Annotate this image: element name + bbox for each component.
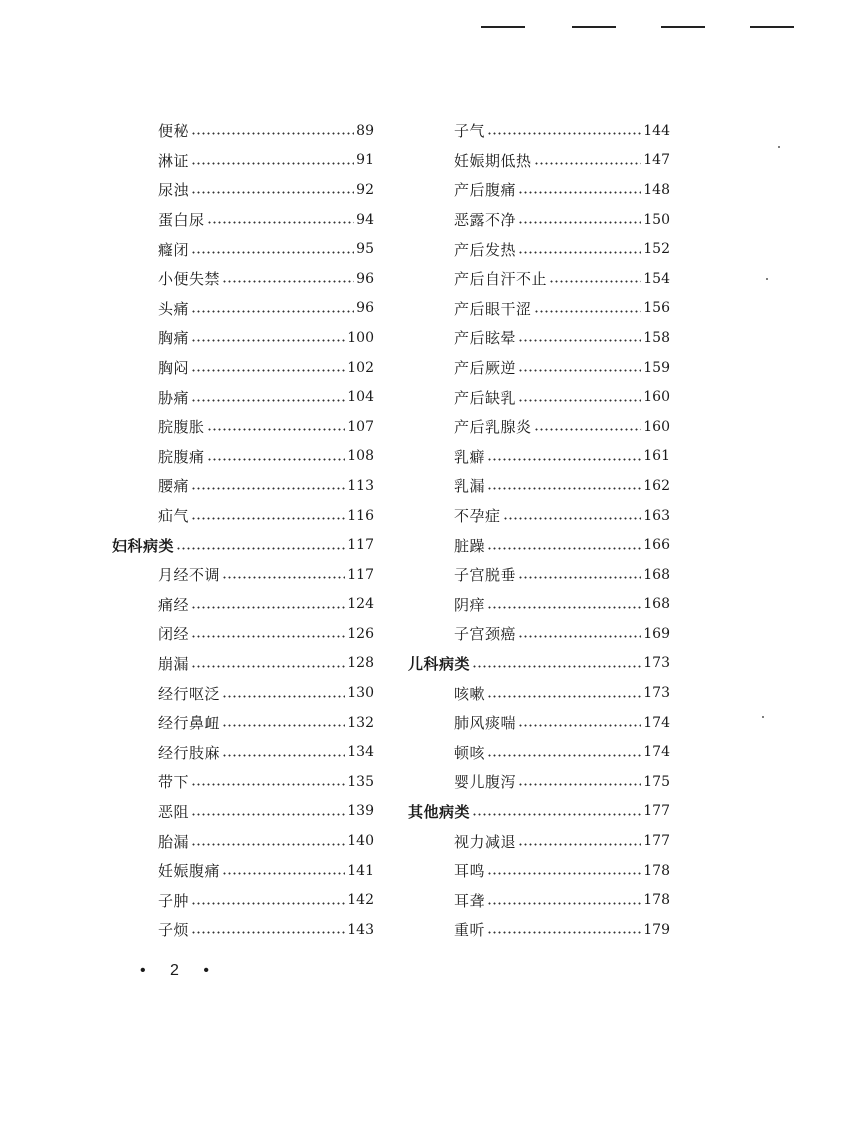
- toc-entry-title: 恶露不净: [454, 211, 517, 230]
- toc-entry-title: 产后自汗不止: [454, 270, 548, 289]
- toc-entry-page: 130: [347, 685, 374, 702]
- toc-entry: [408, 501, 670, 531]
- dot-leader: [487, 458, 641, 461]
- toc-entry-page: 141: [347, 862, 374, 879]
- toc-entry-page: 117: [347, 566, 374, 583]
- dot-leader: [222, 754, 345, 757]
- toc-entry-title: 经行肢麻: [158, 743, 221, 762]
- toc-entry-page: 107: [347, 418, 374, 435]
- toc-entry-title: 妊娠期低热: [454, 151, 532, 170]
- dot-leader: [534, 162, 642, 165]
- toc-entry: [112, 856, 374, 886]
- dot-leader: [191, 132, 354, 135]
- toc-entry: [112, 649, 374, 679]
- toc-entry-title: 胸闷: [158, 359, 190, 378]
- toc-entry: [112, 590, 374, 620]
- toc-entry-page: 104: [347, 389, 374, 406]
- toc-entry-title: 脘腹胀: [158, 418, 205, 437]
- toc-entry: [112, 471, 374, 501]
- toc-entry: [112, 708, 374, 738]
- toc-entry: [408, 708, 670, 738]
- toc-entry-title: 重听: [454, 921, 486, 940]
- toc-entry-title: 蛋白尿: [158, 211, 205, 230]
- toc-entry-page: 139: [347, 803, 374, 820]
- toc-entry: [112, 412, 374, 442]
- toc-entry-title: 脏躁: [454, 536, 486, 555]
- toc-entry: [112, 323, 374, 353]
- dot-leader: [518, 399, 641, 402]
- toc-entry: [408, 412, 670, 442]
- toc-entry-title: 其他病类: [408, 802, 471, 821]
- toc-entry-page: 124: [347, 596, 374, 613]
- toc-entry-title: 产后眩晕: [454, 329, 517, 348]
- toc-entry: [112, 885, 374, 915]
- toc-entry-title: 肺风痰喘: [454, 714, 517, 733]
- toc-entry-title: 儿科病类: [408, 654, 471, 673]
- toc-entry: [408, 353, 670, 383]
- toc-entry: [408, 915, 670, 945]
- toc-entry-page: 173: [643, 685, 670, 702]
- scan-speck: [766, 278, 768, 280]
- header-rule-2: [572, 26, 616, 28]
- header-rule-3: [661, 26, 705, 28]
- dot-leader: [207, 428, 346, 431]
- toc-entry-page: 150: [643, 211, 670, 228]
- toc-entry-page: 102: [347, 359, 374, 376]
- toc-entry-title: 便秘: [158, 122, 190, 141]
- dot-leader: [191, 251, 354, 254]
- toc-entry-title: 产后乳腺炎: [454, 418, 532, 437]
- toc-entry: [112, 146, 374, 176]
- toc-entry: [408, 530, 670, 560]
- toc-entry: [112, 737, 374, 767]
- dot-leader: [222, 576, 345, 579]
- toc-entry-title: 子宫颈癌: [454, 625, 517, 644]
- dot-leader: [207, 221, 355, 224]
- toc-entry-title: 咳嗽: [454, 684, 486, 703]
- toc-entry: [112, 797, 374, 827]
- dot-leader: [191, 843, 345, 846]
- dot-leader: [518, 221, 641, 224]
- toc-entry-title: 顿咳: [454, 743, 486, 762]
- toc-right-column: [408, 116, 670, 945]
- toc-entry: [112, 678, 374, 708]
- dot-leader: [222, 280, 354, 283]
- toc-entry: [112, 619, 374, 649]
- toc-entry-title: 小便失禁: [158, 270, 221, 289]
- toc-entry: [408, 116, 670, 146]
- toc-entry-page: 152: [643, 241, 670, 258]
- toc-entry: [112, 915, 374, 945]
- dot-leader: [191, 162, 354, 165]
- toc-entry-title: 腰痛: [158, 477, 190, 496]
- toc-entry-title: 耳聋: [454, 891, 486, 910]
- dot-leader: [222, 872, 345, 875]
- toc-entry-page: 95: [356, 241, 374, 258]
- toc-entry-title: 胁痛: [158, 388, 190, 407]
- toc-entry-page: 175: [643, 773, 670, 790]
- toc-entry: [408, 264, 670, 294]
- dot-leader: [191, 339, 345, 342]
- toc-entry-page: 174: [643, 714, 670, 731]
- toc-entry-title: 耳鸣: [454, 862, 486, 881]
- dot-leader: [207, 458, 346, 461]
- toc-entry: [112, 205, 374, 235]
- dot-leader: [191, 813, 345, 816]
- toc-entry-title: 胸痛: [158, 329, 190, 348]
- toc-entry-page: 179: [643, 921, 670, 938]
- toc-entry-title: 产后厥逆: [454, 359, 517, 378]
- toc-entry-page: 178: [643, 862, 670, 879]
- toc-entry-page: 160: [643, 418, 670, 435]
- toc-entry-page: 135: [347, 773, 374, 790]
- dot-leader: [487, 931, 641, 934]
- toc-entry-page: 168: [643, 596, 670, 613]
- dot-leader: [487, 872, 641, 875]
- toc-entry-title: 子肿: [158, 891, 190, 910]
- toc-entry: [112, 353, 374, 383]
- toc-entry-title: 产后缺乳: [454, 388, 517, 407]
- scan-speck: [762, 716, 764, 718]
- toc-entry: [408, 619, 670, 649]
- dot-leader: [487, 132, 641, 135]
- toc-category-entry: [112, 530, 374, 560]
- toc-entry-title: 产后眼干涩: [454, 299, 532, 318]
- toc-entry-title: 疝气: [158, 507, 190, 526]
- toc-entry: [408, 146, 670, 176]
- dot-leader: [487, 487, 641, 490]
- toc-entry-title: 癃闭: [158, 240, 190, 259]
- toc-entry: [112, 501, 374, 531]
- toc-entry-page: 158: [643, 329, 670, 346]
- dot-leader: [534, 310, 642, 313]
- toc-entry-page: 163: [643, 507, 670, 524]
- dot-leader: [191, 399, 345, 402]
- toc-entry-title: 淋证: [158, 151, 190, 170]
- dot-leader: [191, 606, 345, 609]
- dot-leader: [191, 517, 345, 520]
- toc-entry-title: 乳漏: [454, 477, 486, 496]
- toc-entry-page: 148: [643, 181, 670, 198]
- toc-entry-page: 91: [356, 152, 374, 169]
- toc-entry-title: 产后发热: [454, 240, 517, 259]
- dot-leader: [472, 813, 641, 816]
- toc-entry: [112, 234, 374, 264]
- toc-entry-title: 经行呕泛: [158, 684, 221, 703]
- dot-leader: [191, 191, 354, 194]
- toc-entry-page: 142: [347, 892, 374, 909]
- dot-leader: [518, 783, 641, 786]
- toc-entry-page: 108: [347, 448, 374, 465]
- toc-entry-title: 妇科病类: [112, 536, 175, 555]
- toc-entry: [112, 560, 374, 590]
- toc-entry-page: 140: [347, 833, 374, 850]
- dot-leader: [518, 191, 641, 194]
- toc-entry-page: 160: [643, 389, 670, 406]
- dot-leader: [191, 783, 345, 786]
- dot-leader: [487, 754, 641, 757]
- toc-entry: [408, 737, 670, 767]
- toc-entry: [408, 234, 670, 264]
- dot-leader: [518, 369, 641, 372]
- dot-leader: [503, 517, 642, 520]
- toc-entry-title: 恶阻: [158, 802, 190, 821]
- toc-entry-page: 143: [347, 921, 374, 938]
- toc-entry-page: 159: [643, 359, 670, 376]
- dot-leader: [191, 487, 345, 490]
- toc-entry-page: 147: [643, 152, 670, 169]
- dot-leader: [222, 695, 345, 698]
- toc-entry-page: 174: [643, 744, 670, 761]
- dot-leader: [518, 251, 641, 254]
- dot-leader: [518, 339, 641, 342]
- dot-leader: [222, 724, 345, 727]
- toc-entry-title: 崩漏: [158, 654, 190, 673]
- toc-entry-page: 144: [643, 122, 670, 139]
- dot-leader: [518, 635, 641, 638]
- toc-entry-title: 闭经: [158, 625, 190, 644]
- toc-entry: [112, 264, 374, 294]
- toc-entry-title: 产后腹痛: [454, 181, 517, 200]
- dot-leader: [176, 547, 345, 550]
- toc-entry: [408, 471, 670, 501]
- dot-leader: [518, 724, 641, 727]
- toc-entry-title: 脘腹痛: [158, 447, 205, 466]
- toc-entry-page: 128: [347, 655, 374, 672]
- toc-entry-title: 子烦: [158, 921, 190, 940]
- toc-entry-page: 132: [347, 714, 374, 731]
- toc-entry-title: 阴痒: [454, 595, 486, 614]
- dot-leader: [191, 931, 345, 934]
- toc-entry: [112, 767, 374, 797]
- toc-entry: [408, 175, 670, 205]
- toc-entry-page: 156: [643, 300, 670, 317]
- dot-leader: [191, 665, 345, 668]
- toc-entry: [408, 767, 670, 797]
- toc-category-entry: [408, 649, 670, 679]
- toc-entry-title: 月经不调: [158, 566, 221, 585]
- toc-entry-page: 96: [356, 300, 374, 317]
- dot-leader: [487, 695, 641, 698]
- toc-entry: [112, 442, 374, 472]
- toc-entry-page: 162: [643, 477, 670, 494]
- toc-left-column: [112, 116, 374, 945]
- dot-leader: [472, 665, 641, 668]
- dot-leader: [191, 902, 345, 905]
- toc-entry-page: 177: [643, 803, 670, 820]
- toc-entry: [408, 856, 670, 886]
- toc-entry: [408, 205, 670, 235]
- toc-entry-title: 子气: [454, 122, 486, 141]
- toc-entry-page: 94: [356, 211, 374, 228]
- dot-leader: [191, 635, 345, 638]
- toc-entry-page: 168: [643, 566, 670, 583]
- dot-leader: [518, 843, 641, 846]
- page-number: • 2 •: [140, 962, 219, 979]
- toc-entry-page: 96: [356, 270, 374, 287]
- toc-entry: [112, 175, 374, 205]
- toc-entry-page: 92: [356, 181, 374, 198]
- toc-entry: [408, 678, 670, 708]
- toc-entry-page: 89: [356, 122, 374, 139]
- dot-leader: [487, 902, 641, 905]
- toc-entry-page: 169: [643, 625, 670, 642]
- toc-entry: [408, 590, 670, 620]
- dot-leader: [518, 576, 641, 579]
- toc-entry-title: 婴儿腹泻: [454, 773, 517, 792]
- toc-entry: [408, 382, 670, 412]
- toc-entry: [408, 885, 670, 915]
- toc-entry-title: 视力减退: [454, 832, 517, 851]
- toc-entry-title: 妊娠腹痛: [158, 862, 221, 881]
- toc-entry-page: 117: [347, 537, 374, 554]
- dot-leader: [191, 310, 354, 313]
- toc-entry-title: 痛经: [158, 595, 190, 614]
- toc-entry: [112, 382, 374, 412]
- dot-leader: [549, 280, 641, 283]
- toc-category-entry: [408, 797, 670, 827]
- toc-entry-page: 154: [643, 270, 670, 287]
- toc-entry: [408, 442, 670, 472]
- header-rule-1: [481, 26, 525, 28]
- toc-entry-title: 经行鼻衄: [158, 714, 221, 733]
- toc-entry: [112, 294, 374, 324]
- toc-entry-title: 尿浊: [158, 181, 190, 200]
- toc-entry-page: 177: [643, 833, 670, 850]
- toc-entry: [112, 826, 374, 856]
- toc-entry-page: 161: [643, 448, 670, 465]
- dot-leader: [534, 428, 642, 431]
- toc-entry-title: 胎漏: [158, 832, 190, 851]
- toc-entry-page: 134: [347, 744, 374, 761]
- toc-entry-title: 不孕症: [454, 507, 501, 526]
- toc-entry-title: 头痛: [158, 299, 190, 318]
- toc-entry-title: 乳癖: [454, 447, 486, 466]
- toc-entry: [408, 826, 670, 856]
- toc-entry: [408, 323, 670, 353]
- dot-leader: [487, 606, 641, 609]
- toc-entry-page: 126: [347, 625, 374, 642]
- toc-entry-title: 带下: [158, 773, 190, 792]
- header-rule-4: [750, 26, 794, 28]
- scan-speck: [778, 146, 780, 148]
- dot-leader: [487, 547, 641, 550]
- toc-entry: [112, 116, 374, 146]
- toc-entry: [408, 294, 670, 324]
- toc-entry-page: 166: [643, 537, 670, 554]
- toc-entry-page: 113: [347, 477, 374, 494]
- toc-entry-page: 116: [347, 507, 374, 524]
- toc-entry-page: 173: [643, 655, 670, 672]
- toc-entry-title: 子宫脱垂: [454, 566, 517, 585]
- toc-entry: [408, 560, 670, 590]
- toc-entry-page: 100: [347, 329, 374, 346]
- dot-leader: [191, 369, 345, 372]
- toc-entry-page: 178: [643, 892, 670, 909]
